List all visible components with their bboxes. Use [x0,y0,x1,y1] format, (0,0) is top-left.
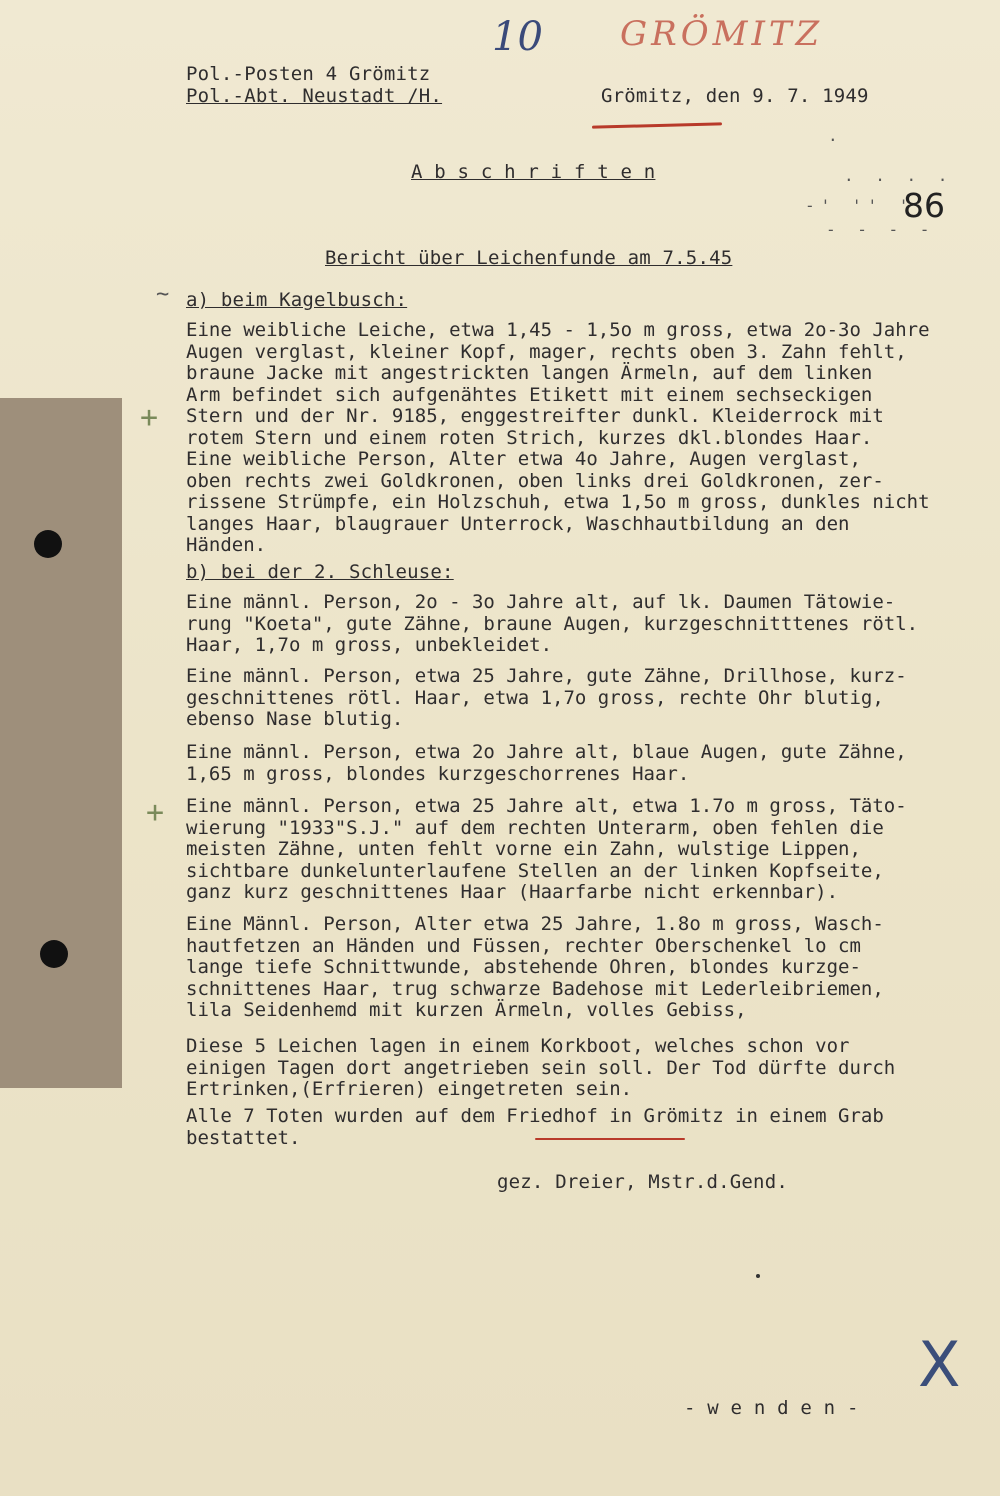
margin-tilde-mark: ~ [156,282,170,307]
sender-line-2: Pol.-Abt. Neustadt /H. [186,85,443,107]
section-b-heading-text: b) bei der 2. Schleuse: [186,561,454,583]
dots-low: - - - - [826,220,936,239]
date-line: Grömitz, den 9. 7. 1949 [601,85,869,107]
page-number: 86 [903,186,945,225]
folio-number-handwritten: 10 [492,14,543,60]
folder-strip [0,398,122,1088]
section-b-paragraph-7: Alle 7 Toten wurden auf dem Friedhof in Grömitz in einem Grab bestattet. [186,1105,884,1149]
punch-hole-top [34,530,62,558]
section-b-paragraph-6: Diese 5 Leichen lagen in einem Korkboot, welches schon vor einigen Tagen dort angetrieben sein soll. Der Tod dürfte durch Ertrinken,(Erfrieren) eingetreten sein. [186,1035,896,1100]
section-b-paragraph-1: Eine männl. Person, 2o - 3o Jahre alt, auf lk. Daumen Tätowie- rung "Koeta", gute Zähne, braune Augen, kurzgeschnitttenes rötl. Haar, 1,7o m gross, unbekleidet. [186,591,919,656]
signature-line: gez. Dreier, Mstr.d.Gend. [497,1171,788,1193]
section-a-heading [186,290,407,311]
report-subtitle: Bericht über Leichenfunde am 7.5.45 [325,247,733,269]
document-title: A b s c h r i f t e n [411,161,656,183]
margin-cross-mark-1: + [140,400,159,435]
section-a-heading-text: a) beim Kagelbusch: [186,289,408,311]
punch-hole-bottom [40,940,68,968]
section-b-heading [186,562,454,583]
sender-line-1: Pol.-Posten 4 Grömitz [186,63,431,85]
dots-mid: -' '' ' [805,196,915,215]
handwritten-x-mark: X [918,1328,961,1401]
section-b-paragraph-2: Eine männl. Person, etwa 25 Jahre, gute Zähne, Drillhose, kurz- geschnittenes rötl. Haar, etwa 1,7o gross, rechte Ohr blutig, ebenso Nase blutig. [186,665,907,730]
section-a-paragraph: Eine weibliche Leiche, etwa 1,45 - 1,5o m gross, etwa 2o-3o Jahre Augen verglast, kleiner Kopf, mager, rechts oben 3. Zahn fehlt, braune Jacke mit angestrickten langen Ärmeln, auf dem linken Arm befindet sich aufgenähtes Etikett mit einem sechseckigen Stern und der Nr. 9185, enggestreifter dunkl. Kleiderrock mit rotem Stern und einem roten Strich, kurzes dkl.blondes Haar. Eine weibliche Person, Alter etwa 4o Jahre, Augen verglast, oben rechts zwei Goldkronen, oben links drei Goldkronen, zer- rissene Strümpfe, ein Holzschuh, etwa 1,5o m gross, dunkles nicht langes Haar, blaugrauer Unterrock, Waschhautbildung an den Händen. [186,319,930,556]
section-b-paragraph-3: Eine männl. Person, etwa 2o Jahre alt, blaue Augen, gute Zähne, 1,65 m gross, blondes kurzgeschorrenes Haar. [186,741,907,785]
ink-speck [756,1274,760,1278]
dot-mark: . [828,126,844,145]
section-b-paragraph-4: Eine männl. Person, etwa 25 Jahre alt, etwa 1.7o m gross, Täto- wierung "1933"S.J." auf dem rechten Unterarm, oben fehlen die meisten Zähne, unten fehlt vorne ein Zahn, wulstige Lippen, sichtbare dunkelunterlaufene Stellen an der linken Kopfseite, ganz kurz geschnittenes Haar (Haarfarbe nicht erkennbar). [186,795,907,903]
dots-top: . . . . [844,166,954,185]
place-stamp-red: GRÖMITZ [620,14,824,54]
turn-over-note: - w e n d e n - [684,1397,859,1419]
section-b-paragraph-5: Eine Männl. Person, Alter etwa 25 Jahre, 1.8o m gross, Wasch- hautfetzen an Händen und Füssen, rechter Oberschenkel lo cm lange tiefe Schnittwunde, abstehende Ohren, blondes kurzge- schnittenes Haar, trug schwarze Badehose mit Lederleibriemen, lila Seidenhemd mit kurzen Ärmeln, volles Gebiss, [186,913,884,1021]
margin-cross-mark-2: + [146,795,165,830]
